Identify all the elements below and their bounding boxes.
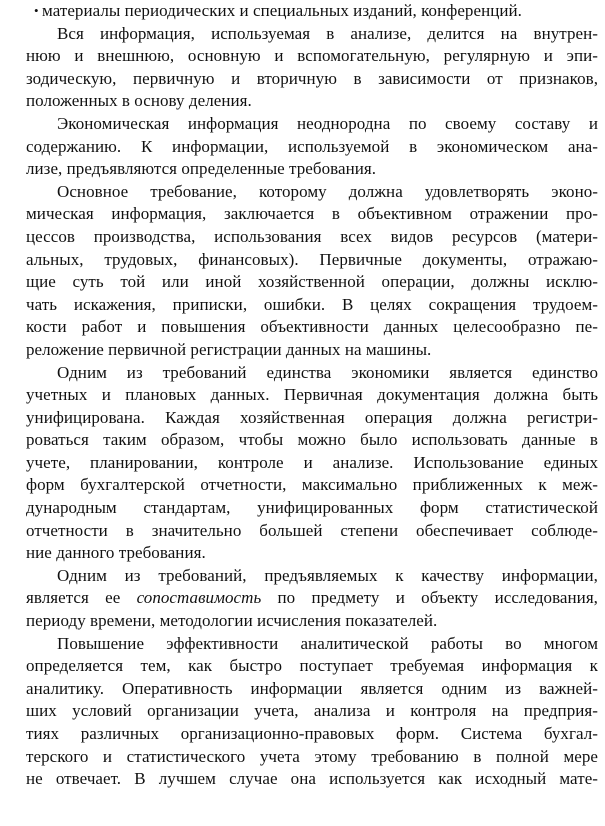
text-line: дународным стандартам, унифицированных форм статистической <box>26 498 598 518</box>
text-line: щие суть той или иной хозяйственной операции, должны исклю- <box>26 272 598 292</box>
bullet-item <box>26 0 598 23</box>
text-line <box>26 587 598 610</box>
text-line: не отвечает. В лучшем случае она используется как исходный мате- <box>26 769 598 789</box>
text-line: зодическую, первичную и вторичную в зависимости от признаков, <box>26 68 598 88</box>
text-line: Одним из требований, предъявляемых к качеству информации, <box>57 565 598 585</box>
text-line: роваться таким образом, чтобы можно было использовать данные в <box>26 430 598 450</box>
text-line: цессов производства, использования всех видов ресурсов (матери- <box>26 226 598 246</box>
text-line: ние данного требования. <box>26 543 206 563</box>
text-line: Одним из требований единства экономики является единство <box>57 362 598 382</box>
italic-term: сопоставимость <box>136 588 262 608</box>
text-line: Основное требование, которому должна удовлетворять эконо- <box>57 181 598 201</box>
text-line: положенных в основу деления. <box>26 91 252 111</box>
paragraph-efficiency <box>26 633 598 791</box>
text-line: содержанию. К информации, используемой в экономическом ана- <box>26 136 598 156</box>
paragraph-comparability <box>26 565 598 633</box>
text-line: учетных и плановых данных. Первичная документация должна быть <box>26 385 598 405</box>
text-line: кости работ и повышения объективности данных целесообразно пе- <box>26 317 598 337</box>
text-line: лизе, предъявляются определенные требования. <box>26 159 377 179</box>
text-line: реложение первичной регистрации данных на машины. <box>26 339 432 359</box>
paragraph-internal-external <box>26 23 598 113</box>
paragraph-unity <box>26 362 598 565</box>
text-line: учете, планировании, контроле и анализе. Использование единых <box>26 452 598 472</box>
text-line: альных, трудовых, финансовых). Первичные документы, отражаю- <box>26 249 598 269</box>
text-line: терского и статистического учета этому требованию в полной мере <box>26 746 598 766</box>
text-line: определяется тем, как быстро поступает требуемая информация к <box>26 656 598 676</box>
text-line: Вся информация, используемая в анализе, делится на внутрен- <box>57 23 598 43</box>
text-segment: является ее <box>26 588 137 608</box>
text-line: чать искажения, приписки, ошибки. В целях сокращения трудоем- <box>26 294 598 314</box>
text-line: ших условий организации учета, анализа и контроля на предприя- <box>26 701 598 721</box>
text-line: аналитику. Оперативность информации является одним из важней- <box>26 678 598 698</box>
bullet-marker: • <box>34 3 39 18</box>
text-line: унифицирована. Каждая хозяйственная операция должна регистри- <box>26 407 598 427</box>
paragraph-heterogeneous <box>26 113 598 181</box>
text-line: форм бухгалтерской отчетности, максимально приближенных к меж- <box>26 475 598 495</box>
text-line: нюю и внешнюю, основную и вспомогательную, регулярную и эпи- <box>26 46 598 66</box>
bullet-text: материалы периодических и специальных изданий, конференций. <box>42 1 522 20</box>
text-line: Экономическая информация неоднородна по своему составу и <box>57 113 598 133</box>
text-line: Повышение эффективности аналитической работы во многом <box>57 633 598 653</box>
text-line: мическая информация, заключается в объективном отражении про- <box>26 204 598 224</box>
text-line: тиях различных организационно-правовых форм. Система бухгал- <box>26 724 598 743</box>
paragraph-objectivity <box>26 181 598 362</box>
text-segment: по предмету и объекту исследования, <box>261 588 598 608</box>
text-line: отчетности в значительно большей степени обеспечивает соблюде- <box>26 520 598 540</box>
document-page <box>26 0 598 791</box>
text-line: периоду времени, методологии исчисления показателей. <box>26 611 438 631</box>
